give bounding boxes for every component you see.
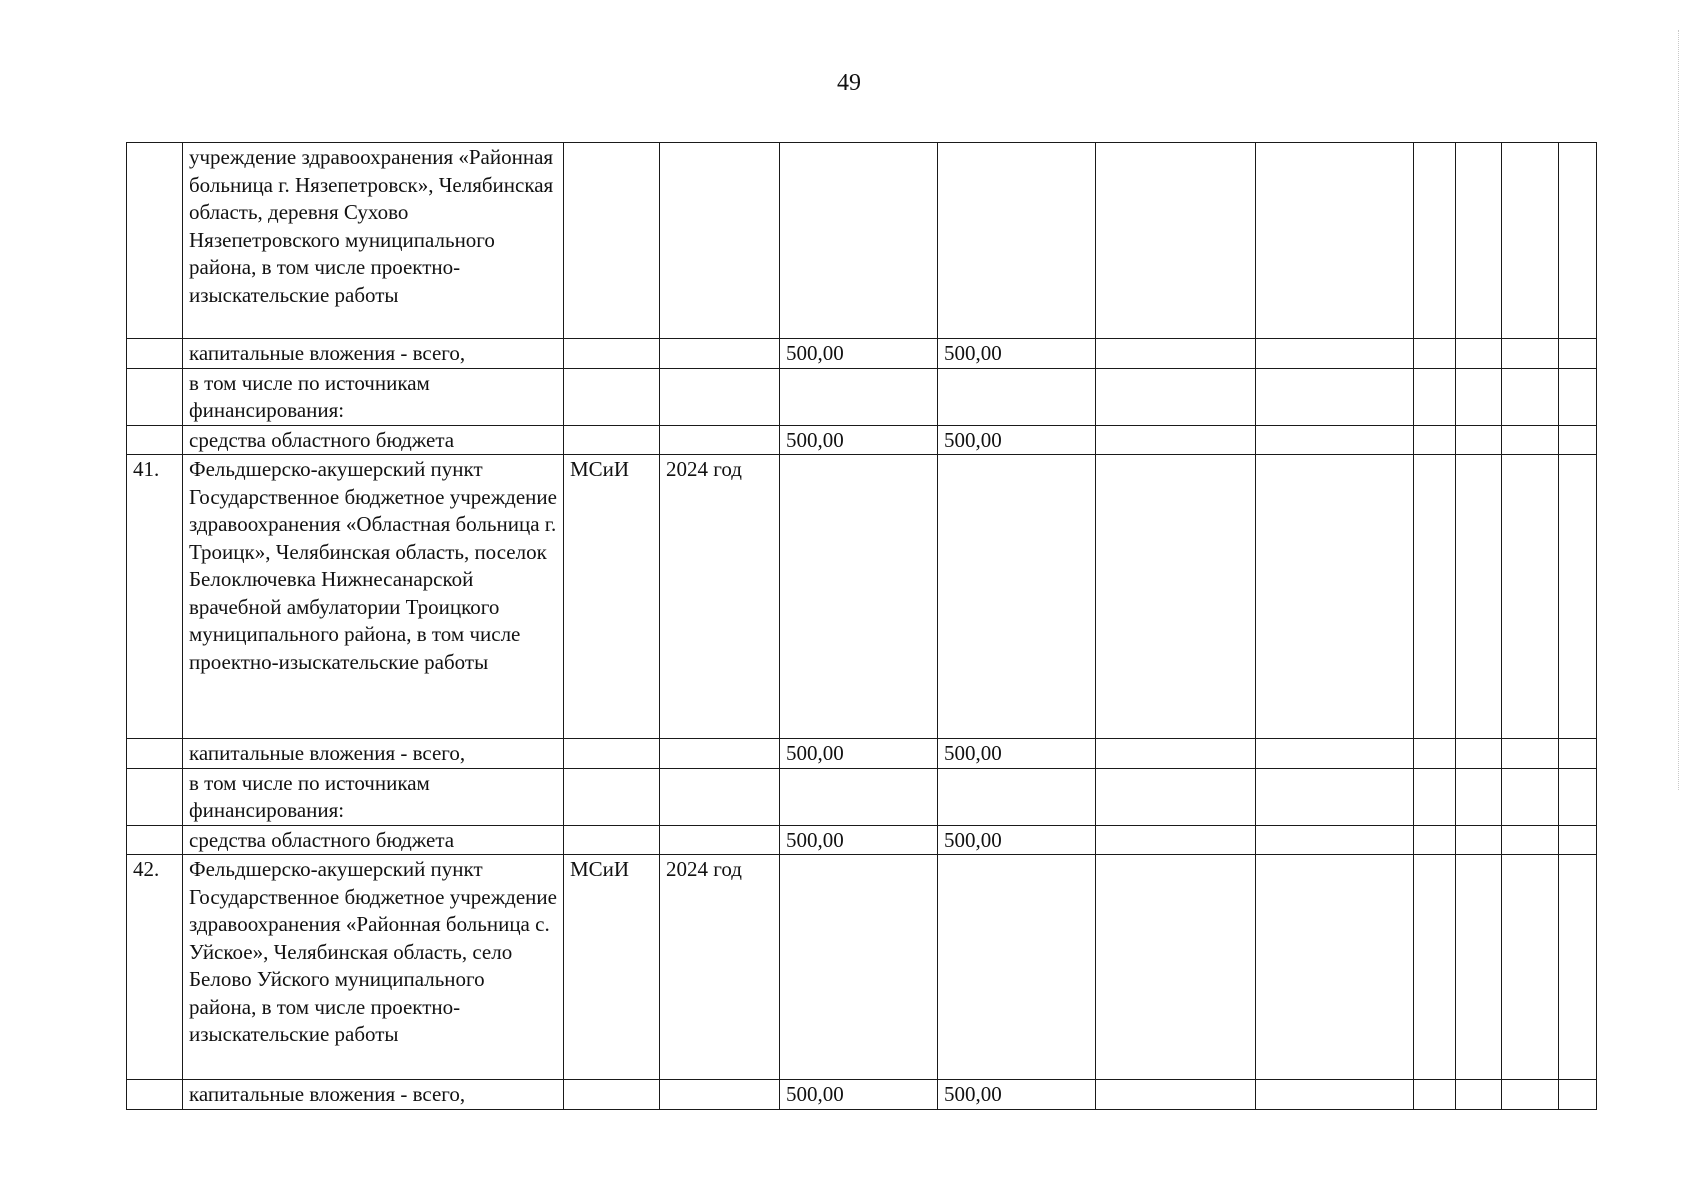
amount-total-cell: 500,00: [780, 339, 938, 369]
description-cell: учреждение здравоохранения «Районная больница г. Нязепетровск», Челябинская область, деревня Сухово Нязепетровского муниципального района, в том числе проектно-изыскательские работы: [183, 143, 564, 339]
empty-cell: [1559, 339, 1597, 369]
amount-2024-cell: 500,00: [938, 425, 1096, 455]
amount-2024-cell: [938, 855, 1096, 1080]
table-body: [127, 143, 1597, 1110]
empty-cell: [1414, 339, 1456, 369]
row-number-cell: [127, 425, 183, 455]
row-number-cell: [127, 339, 183, 369]
row-number-cell: [127, 825, 183, 855]
amount-total-cell: [780, 143, 938, 339]
amount-total-cell: 500,00: [780, 1080, 938, 1110]
amount-total-cell: 500,00: [780, 739, 938, 769]
description-cell: в том числе по источникам финансирования:: [183, 768, 564, 825]
budget-table: [126, 142, 1597, 1110]
object-row: [127, 855, 1597, 1080]
empty-cell: [1096, 368, 1256, 425]
empty-cell: [1096, 768, 1256, 825]
empty-cell: [1256, 368, 1414, 425]
empty-cell: [1456, 855, 1502, 1080]
row-number-cell: [127, 368, 183, 425]
funding-row: [127, 339, 1597, 369]
empty-cell: [1414, 368, 1456, 425]
page-number: 49: [837, 70, 861, 96]
amount-2024-cell: 500,00: [938, 1080, 1096, 1110]
empty-cell: [1096, 1080, 1256, 1110]
empty-cell: [1559, 855, 1597, 1080]
year-cell: [660, 768, 780, 825]
empty-cell: [1559, 739, 1597, 769]
empty-cell: [1414, 739, 1456, 769]
amount-2024-cell: [938, 768, 1096, 825]
empty-cell: [1414, 768, 1456, 825]
empty-cell: [1456, 1080, 1502, 1110]
empty-cell: [1502, 1080, 1559, 1110]
empty-cell: [1559, 143, 1597, 339]
amount-total-cell: 500,00: [780, 425, 938, 455]
year-cell: 2024 год: [660, 855, 780, 1080]
empty-cell: [1456, 339, 1502, 369]
empty-cell: [1502, 425, 1559, 455]
year-cell: 2024 год: [660, 455, 780, 739]
empty-cell: [1502, 825, 1559, 855]
agency-cell: [564, 143, 660, 339]
object-row: [127, 455, 1597, 739]
empty-cell: [1502, 339, 1559, 369]
empty-cell: [1559, 768, 1597, 825]
agency-cell: [564, 1080, 660, 1110]
empty-cell: [1256, 825, 1414, 855]
empty-cell: [1456, 768, 1502, 825]
funding-row: [127, 425, 1597, 455]
empty-cell: [1096, 143, 1256, 339]
description-cell: капитальные вложения - всего,: [183, 739, 564, 769]
agency-cell: [564, 339, 660, 369]
empty-cell: [1256, 1080, 1414, 1110]
description-cell: средства областного бюджета: [183, 825, 564, 855]
scan-edge-mark: [1678, 30, 1680, 790]
amount-total-cell: [780, 455, 938, 739]
description-cell: капитальные вложения - всего,: [183, 1080, 564, 1110]
year-cell: [660, 739, 780, 769]
funding-row: [127, 768, 1597, 825]
empty-cell: [1414, 825, 1456, 855]
description-cell: средства областного бюджета: [183, 425, 564, 455]
empty-cell: [1414, 455, 1456, 739]
amount-2024-cell: [938, 368, 1096, 425]
agency-cell: [564, 825, 660, 855]
empty-cell: [1456, 739, 1502, 769]
empty-cell: [1096, 855, 1256, 1080]
agency-cell: [564, 368, 660, 425]
funding-row: [127, 368, 1597, 425]
empty-cell: [1456, 425, 1502, 455]
empty-cell: [1456, 143, 1502, 339]
agency-cell: [564, 425, 660, 455]
empty-cell: [1414, 143, 1456, 339]
amount-total-cell: [780, 768, 938, 825]
description-cell: в том числе по источникам финансирования:: [183, 368, 564, 425]
object-row: [127, 143, 1597, 339]
empty-cell: [1096, 739, 1256, 769]
year-cell: [660, 368, 780, 425]
agency-cell: МСиИ: [564, 455, 660, 739]
year-cell: [660, 143, 780, 339]
empty-cell: [1502, 855, 1559, 1080]
agency-cell: МСиИ: [564, 855, 660, 1080]
empty-cell: [1256, 143, 1414, 339]
empty-cell: [1456, 825, 1502, 855]
empty-cell: [1456, 455, 1502, 739]
year-cell: [660, 1080, 780, 1110]
year-cell: [660, 339, 780, 369]
empty-cell: [1256, 768, 1414, 825]
amount-2024-cell: [938, 143, 1096, 339]
amount-2024-cell: 500,00: [938, 339, 1096, 369]
description-cell: Фельдшерско-акушерский пункт Государственное бюджетное учреждение здравоохранения «Областная больница г. Троицк», Челябинская область, поселок Белоключевка Нижнесанарской врачебной амбулатории Троицкого муниципального района, в том числе проектно-изыскательские работы: [183, 455, 564, 739]
description-cell: капитальные вложения - всего,: [183, 339, 564, 369]
amount-total-cell: 500,00: [780, 825, 938, 855]
agency-cell: [564, 768, 660, 825]
empty-cell: [1096, 339, 1256, 369]
row-number-cell: 41.: [127, 455, 183, 739]
empty-cell: [1414, 855, 1456, 1080]
empty-cell: [1502, 768, 1559, 825]
row-number-cell: [127, 739, 183, 769]
agency-cell: [564, 739, 660, 769]
amount-2024-cell: 500,00: [938, 825, 1096, 855]
empty-cell: [1502, 455, 1559, 739]
amount-2024-cell: 500,00: [938, 739, 1096, 769]
empty-cell: [1096, 425, 1256, 455]
row-number-cell: [127, 768, 183, 825]
empty-cell: [1414, 1080, 1456, 1110]
row-number-cell: 42.: [127, 855, 183, 1080]
funding-row: [127, 1080, 1597, 1110]
empty-cell: [1559, 825, 1597, 855]
year-cell: [660, 825, 780, 855]
empty-cell: [1096, 825, 1256, 855]
empty-cell: [1256, 739, 1414, 769]
amount-total-cell: [780, 855, 938, 1080]
empty-cell: [1456, 368, 1502, 425]
empty-cell: [1559, 455, 1597, 739]
empty-cell: [1414, 425, 1456, 455]
amount-2024-cell: [938, 455, 1096, 739]
row-number-cell: [127, 143, 183, 339]
empty-cell: [1559, 1080, 1597, 1110]
empty-cell: [1256, 339, 1414, 369]
funding-row: [127, 825, 1597, 855]
empty-cell: [1502, 143, 1559, 339]
empty-cell: [1256, 855, 1414, 1080]
description-cell: Фельдшерско-акушерский пункт Государственное бюджетное учреждение здравоохранения «Районная больница с. Уйское», Челябинская область, село Белово Уйского муниципального района, в том числе проектно-изыскательские работы: [183, 855, 564, 1080]
empty-cell: [1559, 368, 1597, 425]
empty-cell: [1502, 368, 1559, 425]
empty-cell: [1256, 425, 1414, 455]
amount-total-cell: [780, 368, 938, 425]
year-cell: [660, 425, 780, 455]
empty-cell: [1559, 425, 1597, 455]
row-number-cell: [127, 1080, 183, 1110]
funding-row: [127, 739, 1597, 769]
empty-cell: [1096, 455, 1256, 739]
empty-cell: [1502, 739, 1559, 769]
empty-cell: [1256, 455, 1414, 739]
